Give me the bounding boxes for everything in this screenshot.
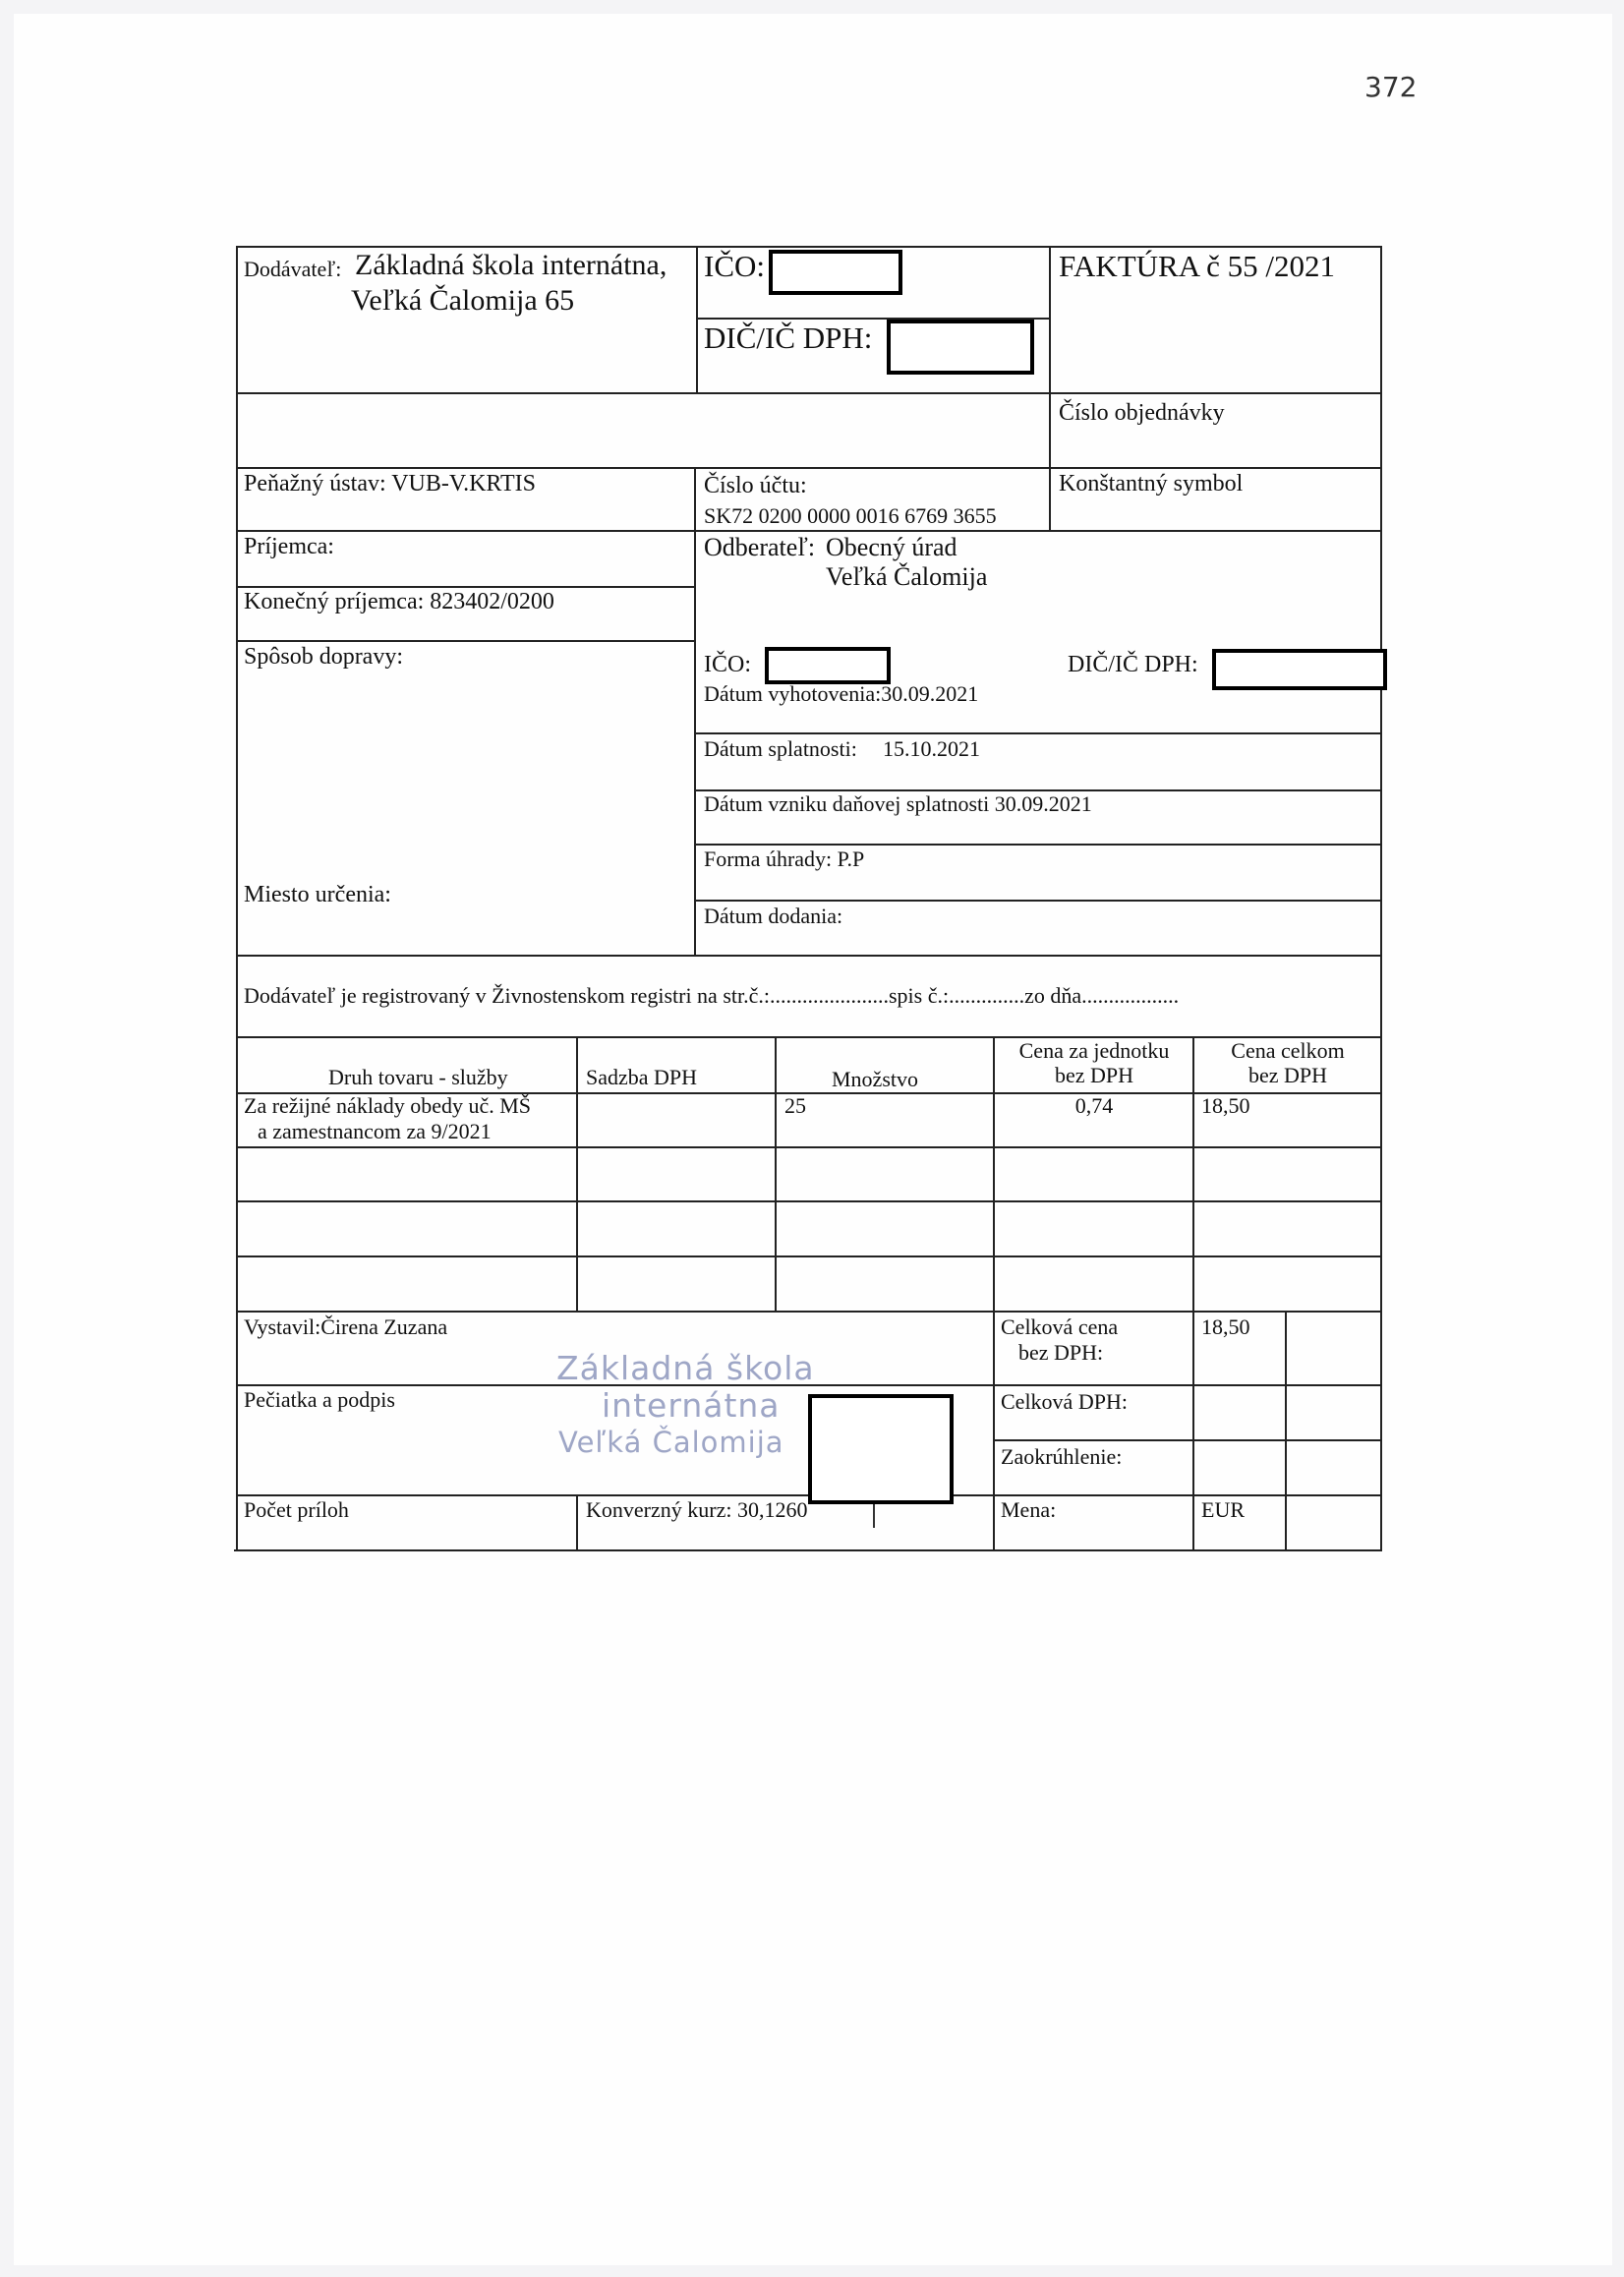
supplier-name-line2: Veľká Čalomija 65 (351, 284, 575, 317)
issue-date: Dátum vyhotovenia:30.09.2021 (704, 681, 979, 706)
header-total-line1: Cena celkom (1231, 1038, 1345, 1063)
tax-date: Dátum vzniku daňovej splatnosti 30.09.2021 (704, 791, 1092, 816)
customer-dic-label: DIČ/IČ DPH: (1068, 652, 1198, 677)
redacted-supplier-ico (769, 250, 902, 295)
supplier-dic-label: DIČ/IČ DPH: (704, 321, 873, 355)
rounding-label: Zaokrúhlenie: (1001, 1444, 1123, 1469)
customer-name-line2: Veľká Čalomija (826, 562, 988, 591)
account-iban: SK72 0200 0000 0016 6769 3655 (704, 503, 997, 528)
currency-label: Mena: (1001, 1497, 1057, 1522)
total-vat-label: Celková DPH: (1001, 1389, 1128, 1414)
customer-label: Odberateľ: (704, 533, 816, 561)
stamp-line2: internátna (602, 1386, 781, 1425)
item-description-line1: Za režijné náklady obedy uč. MŠ (244, 1093, 532, 1118)
header-vat-rate: Sadzba DPH (586, 1065, 698, 1089)
supplier-label: Dodávateľ: (244, 257, 342, 281)
due-date-label: Dátum splatnosti: (704, 736, 857, 761)
registry-note: Dodávateľ je registrovaný v Živnostenskom registri na str.č.:......................spis č.:..............zo dňa.................. (244, 983, 1180, 1008)
stamp-line1: Základná škola (556, 1349, 815, 1387)
signature-stroke (873, 1504, 875, 1528)
stamp-line3: Veľká Čalomija (558, 1426, 784, 1459)
currency-value: EUR (1201, 1497, 1245, 1522)
issued-by: Vystavil:Čirena Zuzana (244, 1314, 448, 1339)
payment-method: Forma úhrady: P.P (704, 847, 865, 871)
item-unit-price: 0,74 (1074, 1093, 1114, 1118)
transport-method-label: Spôsob dopravy: (244, 644, 403, 670)
redacted-customer-ico (765, 647, 891, 684)
account-label: Číslo účtu: (704, 473, 807, 498)
total-no-vat-label-line1: Celková cena (1001, 1314, 1119, 1339)
final-recipient: Konečný príjemca: 823402/0200 (244, 589, 554, 614)
customer-ico-label: IČO: (704, 652, 751, 677)
invoice-title: FAKTÚRA č 55 /2021 (1059, 249, 1336, 283)
redacted-customer-dic (1212, 649, 1387, 690)
total-no-vat-value: 18,50 (1201, 1314, 1250, 1339)
redacted-signature (808, 1394, 954, 1504)
header-total-line2: bez DPH (1247, 1063, 1328, 1087)
destination-label: Miesto určenia: (244, 882, 391, 907)
delivery-date-label: Dátum dodania: (704, 904, 843, 928)
conversion-rate: Konverzný kurz: 30,1260 (586, 1497, 808, 1522)
attachments-label: Počet príloh (244, 1497, 349, 1522)
constant-symbol-label: Konštantný symbol (1059, 471, 1244, 496)
header-unit-price-line1: Cena za jednotku (1018, 1038, 1170, 1063)
item-description-line2: a zamestnancom za 9/2021 (258, 1119, 492, 1143)
order-number-label: Číslo objednávky (1059, 400, 1225, 426)
customer-name-line1: Obecný úrad (826, 533, 957, 561)
item-quantity: 25 (784, 1093, 806, 1118)
supplier-name-line1: Základná škola internátna, (355, 249, 667, 281)
item-total: 18,50 (1201, 1093, 1250, 1118)
header-unit-price-line2: bez DPH (1054, 1063, 1134, 1087)
total-no-vat-label-line2: bez DPH: (1018, 1340, 1104, 1365)
supplier-ico-label: IČO: (704, 249, 765, 283)
redacted-supplier-dic (887, 320, 1034, 375)
header-goods: Druh tovaru - služby (328, 1065, 508, 1089)
header-quantity: Množstvo (832, 1067, 918, 1091)
stamp-signature-label: Pečiatka a podpis (244, 1387, 395, 1412)
handwritten-page-number: 372 (1364, 71, 1418, 103)
due-date-value: 15.10.2021 (883, 736, 980, 761)
bank-institution: Peňažný ústav: VUB-V.KRTIS (244, 471, 536, 496)
recipient-label: Príjemca: (244, 534, 334, 559)
